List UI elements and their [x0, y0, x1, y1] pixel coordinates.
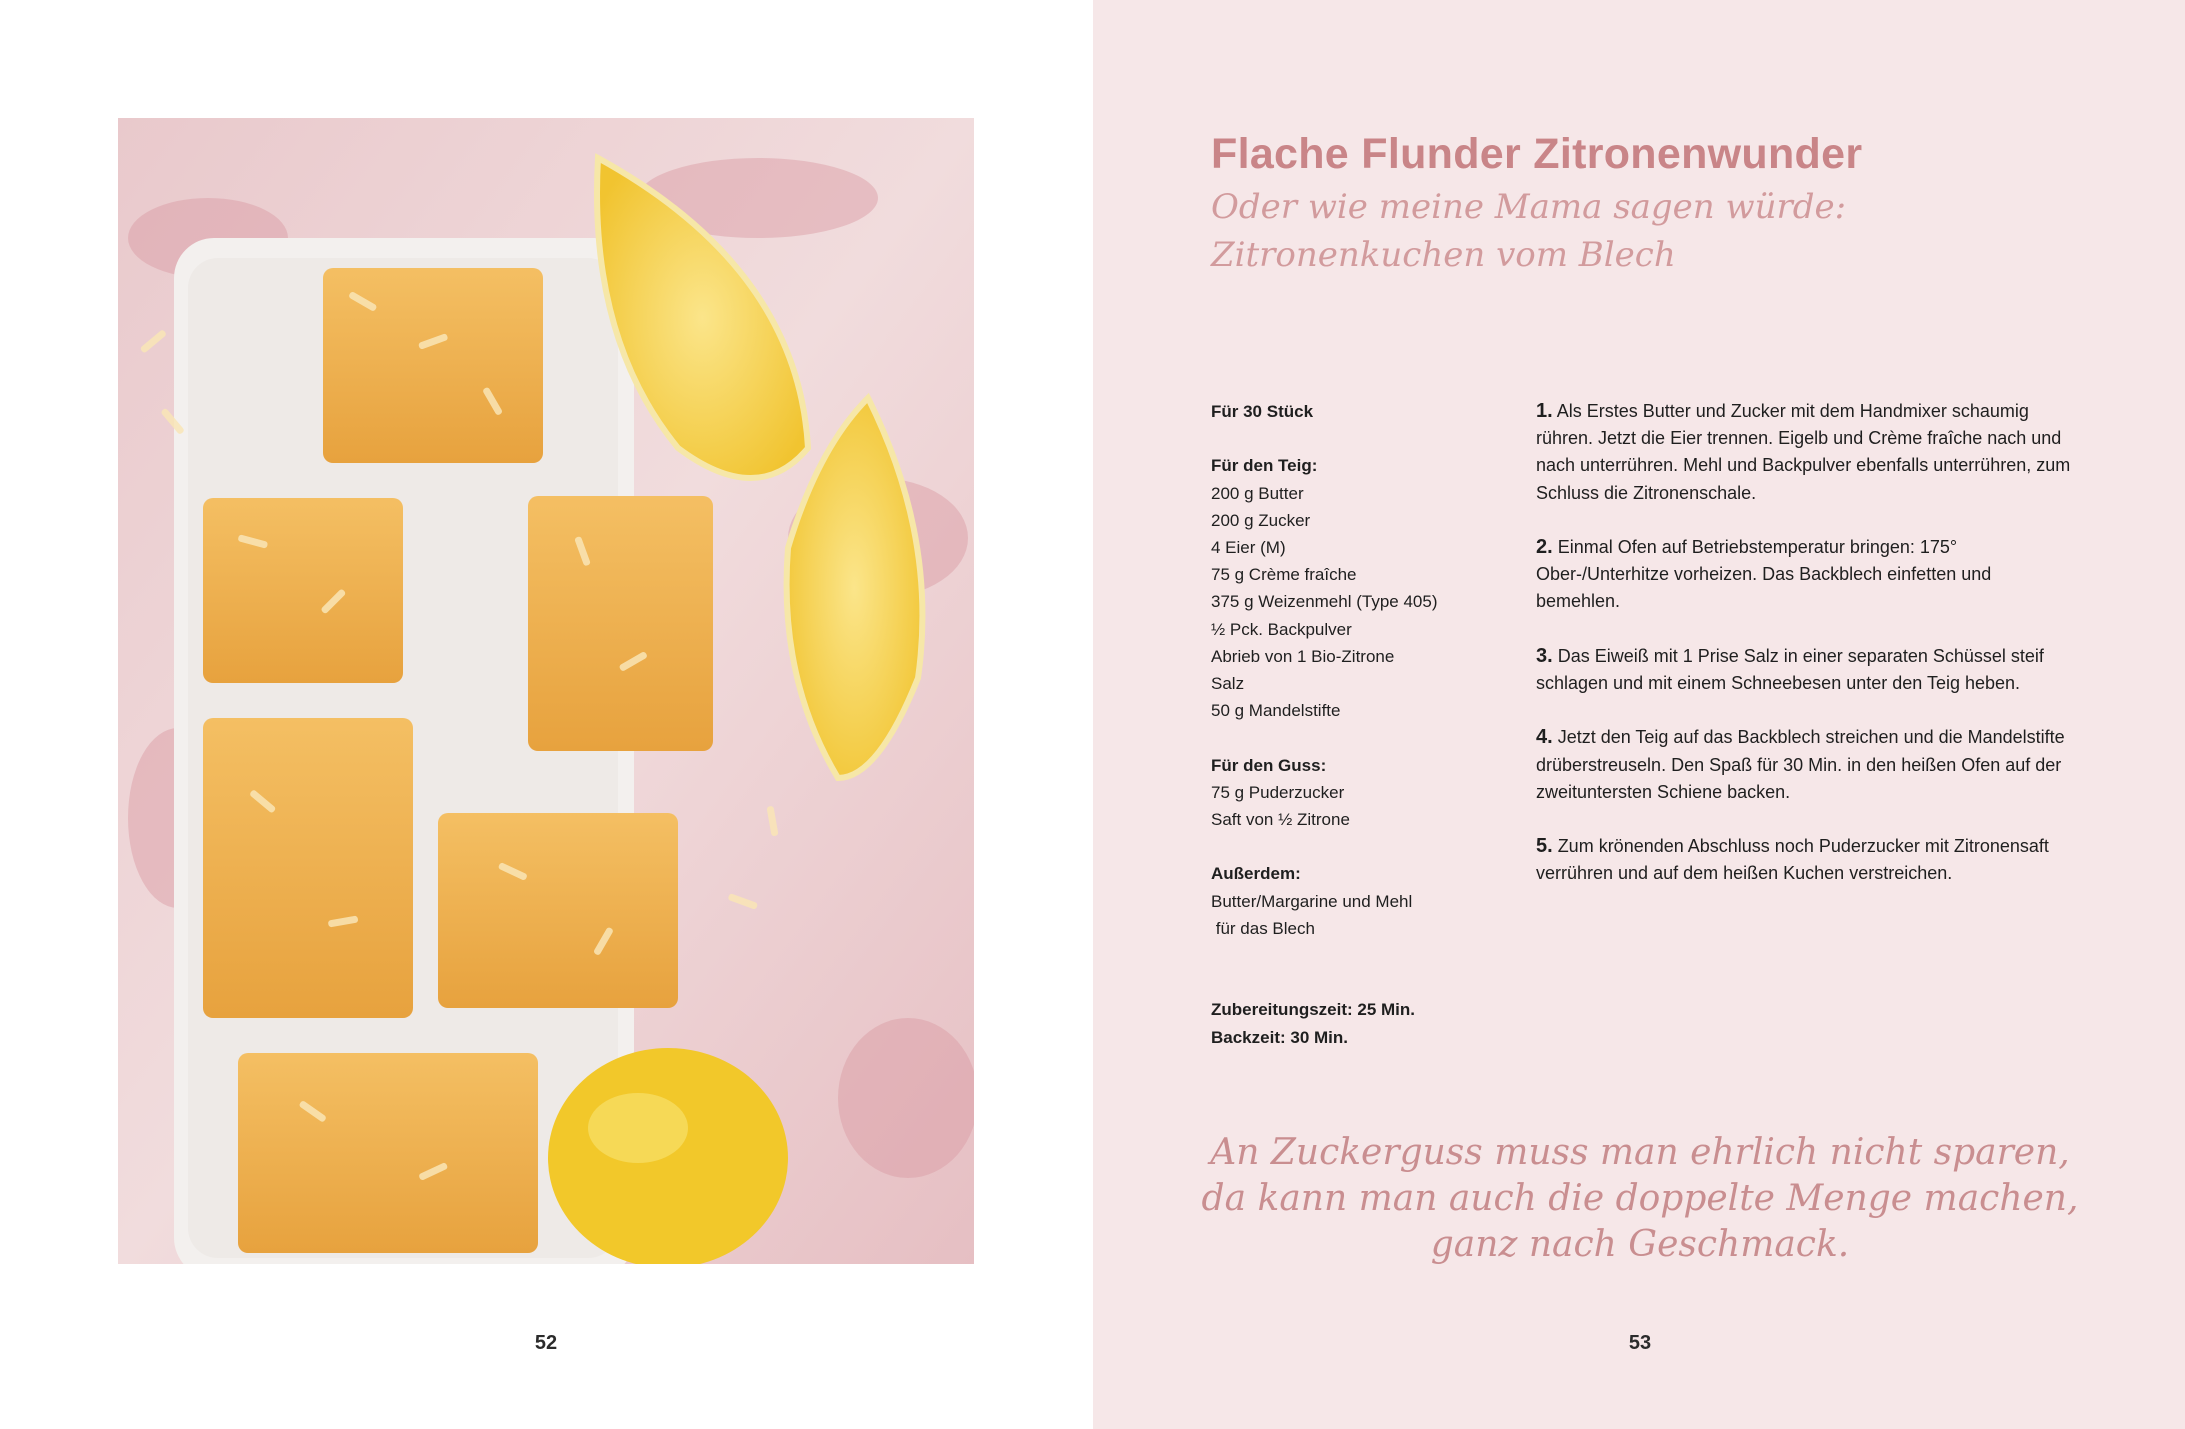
dough-heading: Für den Teig: [1211, 456, 1318, 476]
step [1536, 724, 2071, 806]
extras-heading: Außerdem: [1211, 864, 1301, 884]
page-number-left: 52 [534, 1332, 558, 1354]
step-text: Einmal Ofen auf Betriebstemperatur bringen: 175° Ober-/Unterhitze vorheizen. Das Backblech einfetten und bemehlen. [1536, 537, 1992, 612]
ingredient: ½ Pck. Backpulver [1211, 619, 1352, 639]
step [1536, 534, 2071, 616]
ingredient: 4 Eier (M) [1211, 538, 1286, 557]
note-line: ganz nach Geschmack. [1430, 1224, 1850, 1265]
ingredient: 375 g Weizenmehl (Type 405) [1211, 592, 1438, 612]
step-number: 2. [1536, 536, 1553, 558]
recipe-subtitle [1211, 183, 1971, 279]
step [1536, 398, 2071, 507]
prep-time: Zubereitungszeit: 25 Min. [1211, 1000, 1416, 1020]
step-text: Als Erstes Butter und Zucker mit dem Handmixer schaumig rühren. Jetzt die Eier trennen. Eigelb und Crème fraîche nach und nach unterrühren. Mehl und Backpulver ebenfalls unterrühren, zum Schluss die Zitronenschale. [1536, 401, 2071, 503]
subtitle-line: Zitronenkuchen vom Blech [1211, 235, 1676, 275]
step [1536, 643, 2071, 697]
ingredient: Butter/Margarine und Mehl [1211, 891, 1413, 911]
handwritten-note [1190, 1130, 2090, 1268]
ingredient: für das Blech [1211, 918, 1315, 938]
page-number-right: 53 [1628, 1332, 1652, 1354]
instruction-steps [1536, 398, 2071, 915]
step-text: Das Eiweiß mit 1 Prise Salz in einer separaten Schüssel steif schlagen und mit einem Schneebesen unter den Teig heben. [1536, 645, 2044, 693]
note-line: da kann man auch die doppelte Menge machen, [1201, 1178, 2079, 1219]
step-text: Zum krönenden Abschluss noch Puderzucker mit Zitronensaft verrühren und auf dem heißen Kuchen verstreichen. [1536, 836, 2049, 884]
bake-time: Backzeit: 30 Min. [1211, 1027, 1348, 1047]
ingredient: Abrieb von 1 Bio-Zitrone [1211, 646, 1395, 666]
step [1536, 833, 2071, 887]
ingredient: 75 g Puderzucker [1211, 782, 1345, 802]
ingredient: 200 g Zucker [1211, 510, 1311, 530]
note-line: An Zuckerguss muss man ehrlich nicht sparen, [1210, 1132, 2070, 1173]
ingredient: Salz [1211, 674, 1245, 694]
whole-lemon [548, 1048, 788, 1264]
step-number: 4. [1536, 726, 1553, 749]
step-number: 1. [1536, 400, 1553, 422]
subtitle-line: Oder wie meine Mama sagen würde: [1211, 187, 1847, 227]
recipe-title: Flache Flunder Zitronenwunder [1211, 130, 1863, 178]
step-number: 5. [1536, 835, 1553, 858]
ingredient: 50 g Mandelstifte [1211, 701, 1341, 721]
step-number: 3. [1536, 644, 1553, 667]
lemon-almond-cake-photo [118, 118, 974, 1264]
glaze-heading: Für den Guss: [1211, 755, 1327, 775]
ingredients-list [1211, 398, 1511, 1051]
ingredient: Saft von ½ Zitrone [1211, 810, 1350, 830]
yield: Für 30 Stück [1211, 402, 1314, 421]
step-text: Jetzt den Teig auf das Backblech streichen und die Mandelstifte drüberstreuseln. Den Spaß für 30 Min. in den heißen Ofen auf der zweituntersten Schiene backen. [1536, 727, 2065, 802]
ingredient: 200 g Butter [1211, 483, 1304, 503]
ingredient: 75 g Crème fraîche [1211, 565, 1357, 585]
